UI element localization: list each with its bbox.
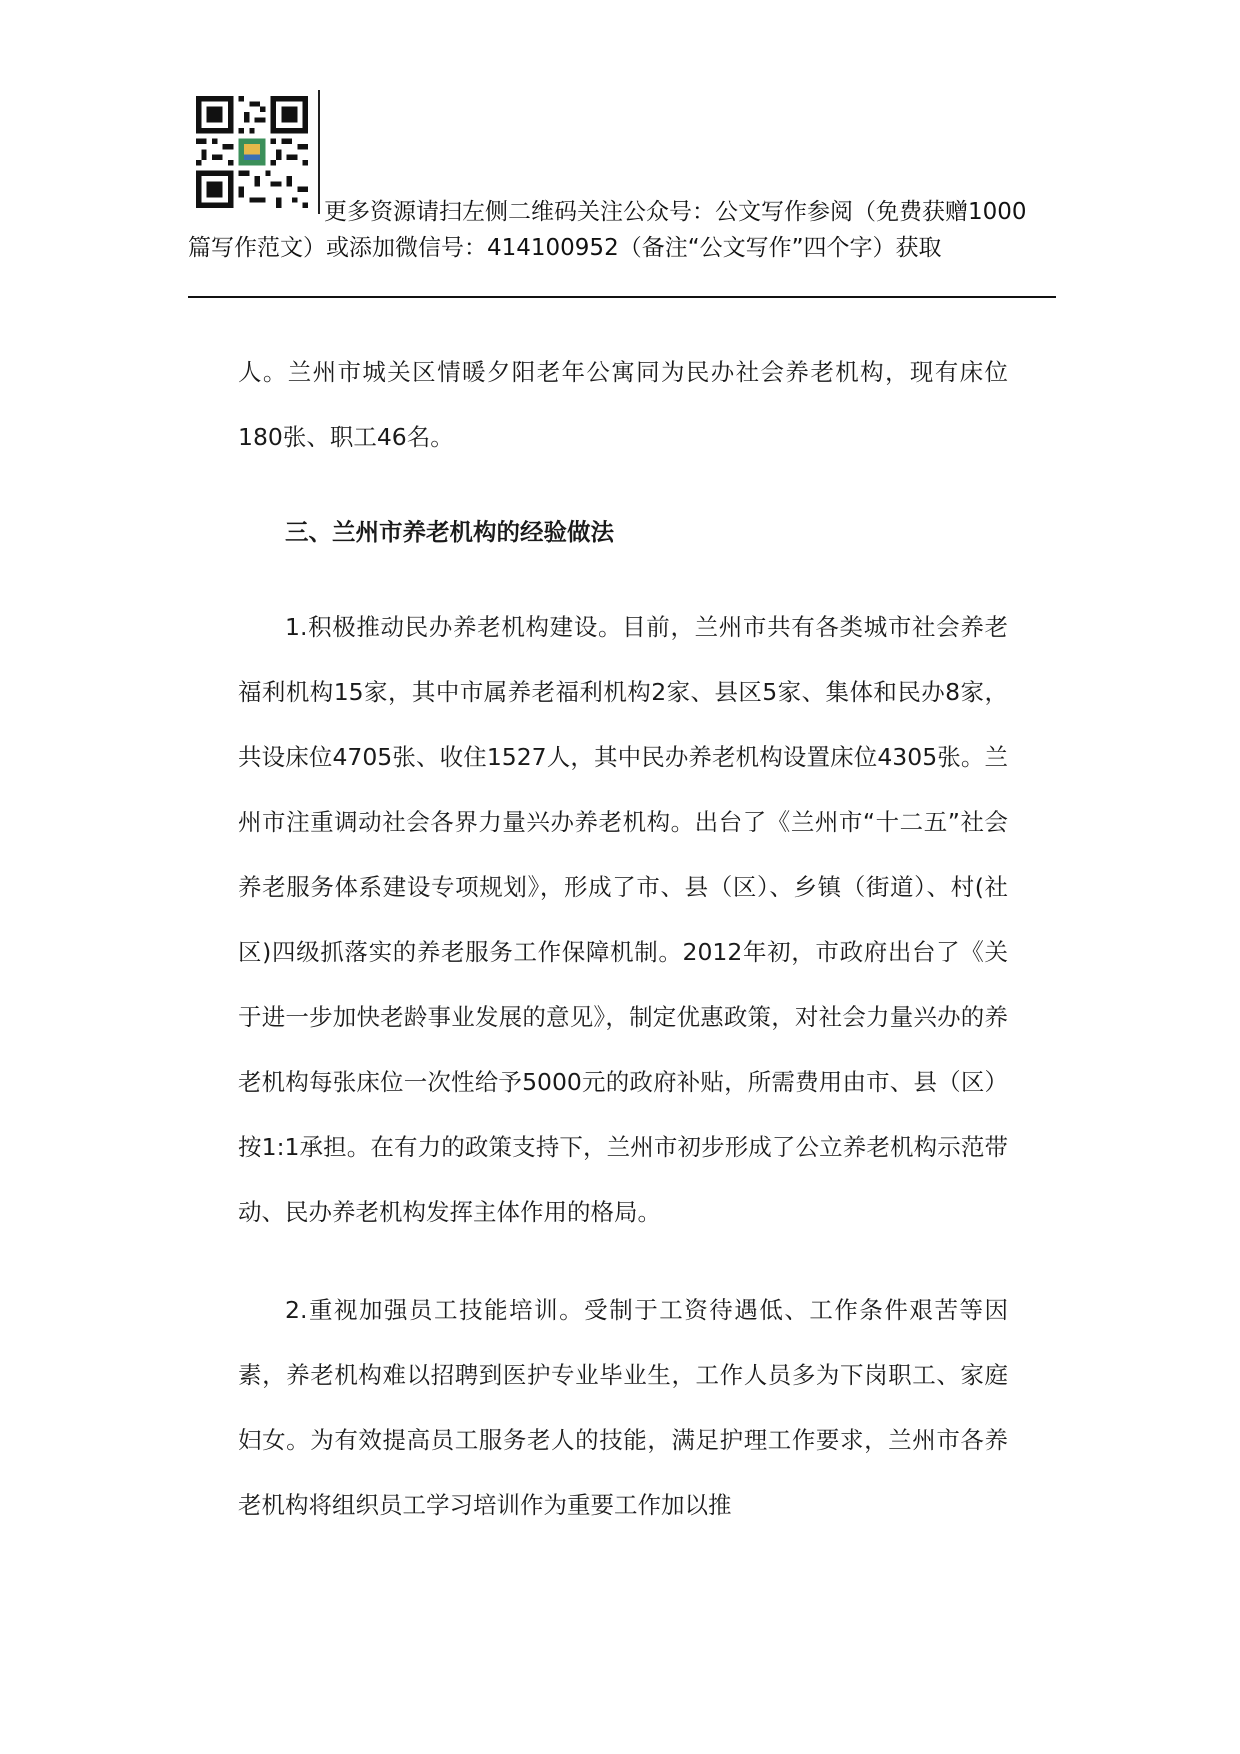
section-heading: 三、兰州市养老机构的经验做法 <box>285 518 614 546</box>
header-promo-text: 更多资源请扫左侧二维码关注公众号：公文写作参阅（免费获赠1000篇写作范文）或添加微信号：414100952（备注“公文写作”四个字）获取 <box>188 199 1027 261</box>
paragraph-1: 1.积极推动民办养老机构建设。目前，兰州市共有各类城市社会养老福利机构15家，其中市属养老福利机构2家、县区5家、集体和民办8家，共设床位4705张、收住1527人，其中民办养老机构设置床位4305张。兰州市注重调动社会各界力量兴办养老机构。出台了《兰州市“十二五”社会养老服务体系建设专项规划》，形成了市、县（区）、乡镇（街道）、村(社区)四级抓落实的养老服务工作保障机制。2012年初，市政府出台了《关于进一步加快老龄事业发展的意见》，制定优惠政策，对社会力量兴办的养老机构每张床位一次性给予5000元的政府补贴，所需费用由市、县（区）按1:1承担。在有力的政策支持下，兰州市初步形成了公立养老机构示范带动、民办养老机构发挥主体作用的格局。 <box>238 613 1008 1226</box>
qr-code-icon <box>196 96 308 208</box>
header-horizontal-rule <box>188 296 1056 298</box>
document-body <box>238 340 1008 1538</box>
intro-paragraph: 人。兰州市城关区情暖夕阳老年公寓同为民办社会养老机构，现有床位180张、职工46名。 <box>238 358 1008 451</box>
paragraph-2: 2.重视加强员工技能培训。受制于工资待遇低、工作条件艰苦等因素，养老机构难以招聘到医护专业毕业生，工作人员多为下岗职工、家庭妇女。为有效提高员工服务老人的技能，满足护理工作要求，兰州市各养老机构将组织员工学习培训作为重要工作加以推 <box>238 1296 1008 1519</box>
